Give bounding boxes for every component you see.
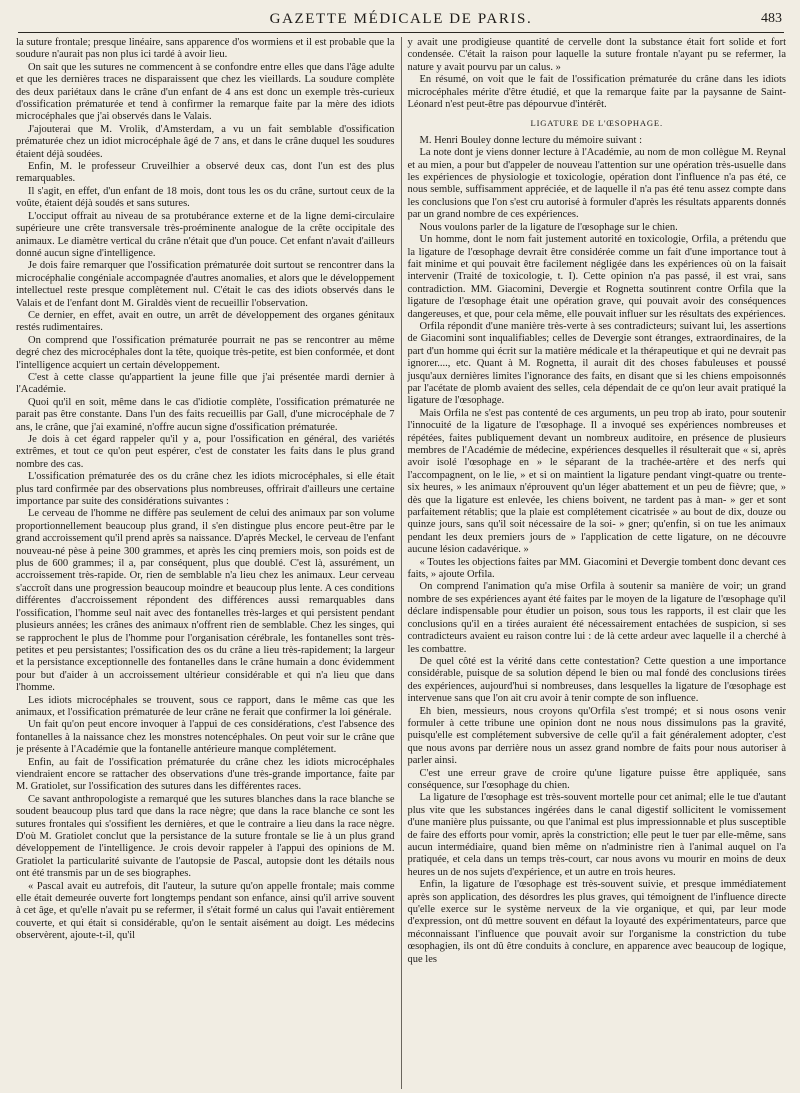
paragraph: Ce dernier, en effet, avait en outre, un arrêt de développement des organes génitaux restés rudimentaires. <box>16 309 395 334</box>
paragraph: La ligature de l'œsophage est très-souvent mortelle pour cet animal; elle le tue d'autant plus vite que les substances ingérées dans le canal digestif sollicitent le vomissement d'une manière plus puissante, ou que l'animal est plus impressionnable et plus susceptible de faire des efforts pour vomir, après la constriction; elle peut le tuer par elle-même, sans aucun intermédiaire, quand bien même on n'administre rien à l'animal auquel on l'a pratiquée, et cela dans un temps très-court, car nous avons vu mourir en moins de deux heures un de nos sujets d'expérience, et un autre en trois heures. <box>407 792 786 878</box>
paragraph: On sait que les sutures ne commencent à se confondre entre elles que dans l'âge adulte et que les dernières traces ne disparaissent que chez les vieillards. La soudure complète des deux pariétaux dans le crâne d'un enfant de 4 ans est donc un exemple très-curieux d'ossification prématurée et tend à confirmer la remarque faite par la mère des idiots microcéphales que j'ai observés dans le Valais. <box>16 61 395 123</box>
paragraph: la suture frontale; presque linéaire, sans apparence d'os wormiens et il est probable que la soudure n'aurait pas non plus ici tardé à avoir lieu. <box>16 37 395 61</box>
paragraph: Eh bien, messieurs, nous croyons qu'Orfila s'est trompé; et si nous osons venir formuler à cette tribune une opinion dont ne nous nous dissimulons pas la gravité, puisqu'elle est complétement subversive de celle qu'il a fait généralement adopter, c'est que nous avons par derrière nous un assez grand nombre de faits pour nous autoriser à parler ainsi. <box>407 705 786 767</box>
right-body <box>408 135 787 966</box>
paragraph: Un fait qu'on peut encore invoquer à l'appui de ces considérations, c'est l'absence des fontanelles à la naissance chez les monstres notencéphales. On peut voir sur le crâne que je présente à l'Académie que la fontanelle antérieure manque complétement. <box>16 719 395 756</box>
paragraph: M. Henri Bouley donne lecture du mémoire suivant : <box>419 134 642 146</box>
paragraph: On comprend que l'ossification prématurée pourrait ne pas se rencontrer au même degré chez des microcéphales dont la tête, quoique très-petite, est bien conformée, et dont l'intelligence acquiert un certain développement. <box>16 334 395 371</box>
paragraph: Enfin, la ligature de l'œsophage est très-souvent suivie, et presque immédiatement après son application, des désordres les plus graves, qui témoignent de l'influence directe qu'elle exerce sur le système nerveux de la vie organique, et qui, par leur mode d'expression, ont dû mettre souvent en défaut la loyauté des expérimentateurs, parce que méconnaissant l'influence que pouvait avoir sur l'organisme la constriction du tube œsophagien, ils ont dû être conduits à conclure, en apparence avec beaucoup de logique, que les <box>407 879 786 965</box>
right-column <box>401 37 787 1089</box>
paragraph: Nous voulons parler de la ligature de l'œsophage sur le chien. <box>419 221 678 233</box>
paragraph: En résumé, on voit que le fait de l'ossification prématurée du crâne dans les idiots microcéphales mérite d'être étudié, et que la remarque faite par la paysanne de Saint-Léonard n'est peut-être pas dépourvue d'intérêt. <box>407 74 786 111</box>
paragraph: Mais Orfila ne s'est pas contenté de ces arguments, un peu trop ab irato, pour soutenir l'innocuité de la ligature de l'œsophage. Il a invoqué ses expériences nombreuses et répétées, faites publiquement devant un nombreux auditoire, en présence de plusieurs membres de l'Académie de médecine, expériences desquelles il résulterait que « si, après avoir isolé l'œsophage en » le séparant de la trachée-artère et des nerfs qui l'accompagnent, on le lie, » et si on maintient la ligature pendant vingt-quatre ou trente-six heures, » les animaux n'éprouvent qu'un léger abattement et un peu de fièvre; que, » dès que la ligature est enlevée, les chiens boivent, ne tardent pas à man- » ger et sont parfaitement rétablis; que la plaie est complétement cicatrisée » au bout de dix, douze ou quinze jours, sans qu'il soit nécessaire de la soi- » gner; qu'enfin, si on tue les animaux pendant les deux premiers jours de » l'application de cette ligature, on ne découvre aucune lésion cadavérique. » <box>407 407 786 556</box>
paragraph: C'est à cette classe qu'appartient la jeune fille que j'ai présentée mardi dernier à l'Académie. <box>16 371 395 396</box>
columns <box>16 37 786 1089</box>
paragraph: Je dois à cet égard rappeler qu'il y a, pour l'ossification en général, des variétés extrêmes, et tout ce qu'on peut espérer, c'est de constater les faits dans le plus grand nombre des cas. <box>16 434 395 470</box>
paragraph: L'ossification prématurée des os du crâne chez les idiots microcéphales, si elle était plus tard confirmée par des observations plus nombreuses, offrirait d'ailleurs une certaine importance par suite des considérations suivantes : <box>16 471 395 508</box>
paragraph: Enfin, au fait de l'ossification prématurée du crâne chez les idiots microcéphales viendraient encore se rattacher des observations d'une très-grande importance, faite par M. Gratiolet, sur l'ossification des sutures dans les différentes races. <box>16 756 395 793</box>
paragraph: « Toutes les objections faites par MM. Giacomini et Devergie tombent donc devant ces faits, » ajoute Orfila. <box>407 556 786 581</box>
paragraph: L'occiput offrait au niveau de sa protubérance externe et de la ligne demi-circulaire supérieure une crête transversale très-proéminente analogue de la crête occipitale des animaux. Le diamètre vertical du crâne n'était que d'un pouce. Cet enfant n'avait d'ailleurs donné aucun signe d'intelligence. <box>16 210 395 259</box>
paragraph: De quel côté est la vérité dans cette contestation? Cette question a une importance considérable, puisque de sa solution dépend le bien ou mal fondé des conclusions tirées des expériences, aujourd'hui si nombreuses, dans lesquelles la ligature de l'œsophage est intervenue sans que l'on ait cru avoir à tenir compte de son influence. <box>407 655 786 705</box>
paragraph: Je dois faire remarquer que l'ossification prématurée doit surtout se rencontrer dans la microcéphalie congéniale accompagnée d'autres anomalies, et alors que le développement intellectuel reste presque complètement nul. C'était le cas des idiots observés dans le Valais et de l'enfant dont M. Giraldès vient de recueillir l'observation. <box>16 260 395 309</box>
paragraph: J'ajouterai que M. Vrolik, d'Amsterdam, a vu un fait semblable d'ossification prématurée chez un idiot microcéphale âgé de 7 ans, et dans le crâne duquel les soudures étaient déjà soudées. <box>16 123 395 160</box>
journal-title: GAZETTE MÉDICALE DE PARIS. <box>269 11 533 27</box>
paragraph: y avait une prodigieuse quantité de cervelle dont la substance était fort solide et fort condensée. C'était la raison pour laquelle la suture frontale n'ayant pu se refermer, la nature y avait pourvu par un calus. » <box>407 37 786 73</box>
paragraph: Ce savant anthropologiste a remarqué que les sutures blanches dans la race blanche se soudent beaucoup plus tard que dans la race nègre; que dans la race blanche ce sont les sutures frontales qui s'ossifient les dernières, et que le contraire a lieu dans la race nègre. D'où M. Gratiolet conclut que la persistance de la suture frontale se lie à un plus grand développement de l'intelligence. Je crois devoir rappeler à l'appui des opinions de M. Gratiolet la particularité suivante de l'autopsie de Pascal, autopsie dont les détails nous ont été transmis par un de ses biographes. <box>16 793 395 880</box>
right-intro <box>408 37 787 111</box>
paragraph: « Pascal avait eu autrefois, dit l'auteur, la suture qu'on appelle frontale; mais comme elle était demeurée ouverte fort longtemps pendant son enfance, ainsi qu'il arrive souvent à cet âge, et qu'elle n'avait pu se refermer, il s'était formé un calus qui l'avait entièrement couverte, et qui était si considérable, qu'on le sentait aisément au doigt. Les médecins observèrent, ajoute-t-il, qu'il <box>16 880 395 942</box>
paragraph: Enfin, M. le professeur Cruveilhier a observé deux cas, dont l'un est des plus remarquables. <box>16 161 395 185</box>
paragraph: Orfila répondit d'une manière très-verte à ses contradicteurs; suivant lui, les assertions de Giacomini sont inqualifiables; celles de Devergie sont étranges, extraordinaires, de la part d'un homme qui écrit sur la matière médicale et la thérapeutique et qui ne devrait pas ignorer...., etc. Quant à M. Rognetta, il aurait dit des choses fabuleuses et poussé jusqu'aux dernières limites l'ignorance des faits, en disant que si les chiens empoisonnés par l'acétate de plomb avaient des selles, cela dépendait de ce qu'on leur avait pratiqué la ligature de l'œsophage. <box>407 320 786 407</box>
paragraph: La note dont je viens donner lecture à l'Académie, au nom de mon collègue M. Reynal et au mien, a pour but d'appeler de nouveau l'attention sur une opération très-usuelle dans les expériences de physiologie et toxicologie, opération dont l'influence n'a pas été, ce nous semble, suffisamment appréciée, et de laquelle il n'a pas été tenu assez compte dans les conclusions que l'on s'est cru autorisé à formuler d'après les résultats apparents donnés par un grand nombre de ces expériences. <box>407 147 786 221</box>
section-title: LIGATURE DE L'ŒSOPHAGE. <box>530 118 663 129</box>
paragraph: On comprend l'animation qu'a mise Orfila à soutenir sa manière de voir; un grand nombre de ses expériences ayant été faites par le moyen de la ligature de l'œsophage qu'il déclare indispensable pour étudier un poison, sous tous les rapports, il est clair que les conclusions qu'il en a tirées auraient été nécessairement entachées de suspicion, si ses contradicteurs avaient eu raison contre lui : de là cette ardeur avec laquelle il a cherché à les combattre. <box>407 581 786 655</box>
paragraph: Le cerveau de l'homme ne diffère pas seulement de celui des animaux par son volume proportionnellement beaucoup plus grand, il s'en distingue plus encore peut-être par le grand accroissement qu'il prend après sa naissance. D'après Meckel, le cerveau de l'enfant nouveau-né pèse à peine 300 grammes, et après les cinq premiers mois, son poids est de plus de 600 grammes; il a, par conséquent, plus que doublé. C'est là, assurément, un accroissement très-rapide. Or, rien de semblable n'a lieu chez les animaux. Leur cerveau s'accroît dans une progression beaucoup moindre et beaucoup plus lente. A ces conditions différentes d'accroissement répondent des différences aussi remarquables dans l'ossification, l'homme seul nait avec des fontanelles très-larges et qui persistent pendant plusieurs années; les crânes des animaux n'offrent rien de semblable. Chez les singes, qui se rapprochent le plus de l'homme pour l'organisation cérébrale, les fontanelles sont très-petites et peu persistantes; l'ossification des os du crâne a lieu très-rapidement; la largeur et la persistance exceptionnelle des fontanelles dans le crâne humain a donc évidemment pour but d'aider à un accroissement ultérieur considérable et qui n'a lieu que dans l'homme. <box>16 508 395 694</box>
paragraph: Il s'agit, en effet, d'un enfant de 18 mois, dont tous les os du crâne, surtout ceux de la voûte, étaient déjà soudés et sans sutures. <box>16 185 395 210</box>
paragraph: C'est une erreur grave de croire qu'une ligature puisse être appliquée, sans conséquence, sur l'œsophage du chien. <box>407 767 786 791</box>
paragraph: Un homme, dont le nom fait justement autorité en toxicologie, Orfila, a prétendu que la ligature de l'œsophage devrait être considérée comme un fait d'une importance tout à fait minime et qui pouvait être facilement négligée dans les expériences où on la faisait intervenir (Traité de toxicologie, t. I). Cette opinion n'a pas passé, il est vrai, sans contradiction. MM. Giacomini, Devergie et Rognetta soutinrent contre Orfila que la ligature de l'œsophage était une opération grave, qui pouvait avoir des conséquences dangereuses, et que, pour cela même, elle pouvait influer sur les résultats des expériences. <box>407 234 786 320</box>
page-number: 483 <box>761 11 782 26</box>
page-header <box>18 8 784 33</box>
paragraph: Les idiots microcéphales se trouvent, sous ce rapport, dans le même cas que les animaux, et l'ossification prématurée de leur crâne ne ferait que confirmer la loi générale. <box>16 694 395 718</box>
paragraph: Quoi qu'il en soit, même dans le cas d'idiotie complète, l'ossification prématurée ne parait pas être constante. Dans l'un des faits recueillis par Gall, d'une microcéphale de 7 ans, le crâne, que j'ai examiné, n'offre aucun signe d'ossification prématurée. <box>16 396 395 433</box>
left-column <box>16 37 401 1089</box>
